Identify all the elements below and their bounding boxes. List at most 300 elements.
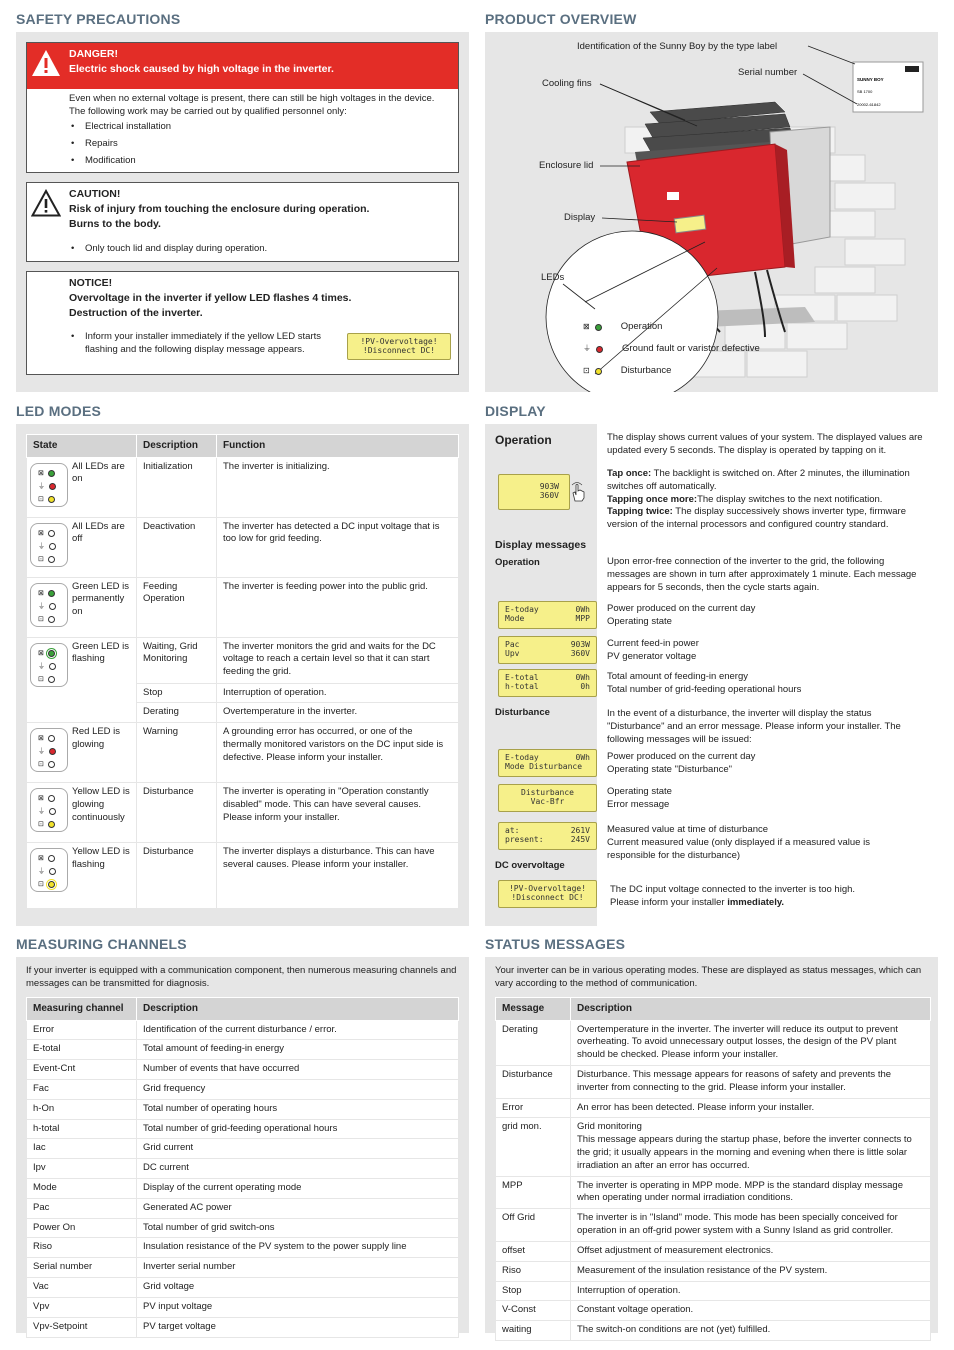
danger-list (69, 121, 449, 171)
table-row (496, 1261, 931, 1281)
product-panel (485, 32, 938, 392)
description-line: Power produced on the current day (607, 751, 756, 762)
warning-triangle-icon (31, 49, 61, 77)
caution-triangle-icon (31, 189, 61, 217)
name-cell: grid mon. (496, 1118, 571, 1176)
table-row (27, 1119, 459, 1139)
message-lcd (498, 749, 597, 777)
column-header: Function (217, 435, 459, 458)
state-label: Yellow LED is glowing continuously (72, 786, 130, 823)
led-symbol-icon: ⊠ (38, 589, 44, 597)
led-symbol-icon: ⏚ (38, 748, 45, 756)
state-label: All LEDs are on (72, 460, 125, 485)
led-icon (48, 616, 55, 623)
description-line: Operating state (607, 615, 672, 627)
lcd-line (505, 640, 590, 649)
message-lcd (498, 636, 597, 664)
state-cell (27, 577, 137, 637)
led-modes-title: LED MODES (16, 403, 102, 419)
notice-box (26, 271, 459, 375)
description-cell: Display of the current operating mode (137, 1179, 459, 1199)
operation-subheading: Operation (495, 557, 540, 568)
led-row (38, 469, 55, 478)
dc-text-line: The DC input voltage connected to the inverter is too high. (610, 884, 856, 895)
message-lcd (498, 669, 597, 697)
name-cell: offset (496, 1241, 571, 1261)
led-symbol-icon: ⊡ (38, 495, 44, 503)
table-row (27, 457, 459, 517)
description-cell: Total amount of feeding-in energy (137, 1040, 459, 1060)
table-row (27, 517, 459, 577)
description-line: Current measured value (only displayed if a measured value is responsible for the disturbance) (607, 836, 870, 861)
nameplate-model: SUNNY BOY (857, 77, 884, 82)
description-cell: PV input voltage (137, 1297, 459, 1317)
name-cell: E-total (27, 1040, 137, 1060)
description-cell: The switch-on conditions are not (yet) fulfilled. (571, 1321, 931, 1341)
name-cell: Fac (27, 1079, 137, 1099)
state-cell (27, 783, 137, 843)
description-line: Error message (607, 798, 670, 810)
lcd-value: 0Wh (575, 753, 590, 762)
lcd-line (505, 797, 590, 806)
function-cell: The inverter monitors the grid and waits for the DC voltage to reach a certain level so that it can start feeding the grid. (217, 637, 459, 683)
table-row (27, 1238, 459, 1258)
status-table (495, 997, 931, 1341)
operation-symbol-icon: ⊠ (583, 321, 590, 331)
column-header: Description (137, 435, 217, 458)
led-row (38, 482, 56, 491)
table-row (27, 1159, 459, 1179)
state-cell (27, 843, 137, 909)
measuring-intro: If your inverter is equipped with a communication component, then numerous measuring channels and messages can be transmitted for diagnosis. (26, 965, 457, 989)
description-cell: Warning (137, 723, 217, 783)
name-cell: V-Const (496, 1301, 571, 1321)
description-cell: Measurement of the insulation resistance of the PV system. (571, 1261, 931, 1281)
table-row (27, 637, 459, 683)
description-line: Operating state "Disturbance" (607, 763, 733, 775)
lcd-line: 360V (539, 491, 559, 501)
description-cell: Interruption of operation. (571, 1281, 931, 1301)
notice-heading: Overvoltage in the inverter if yellow LED flashes 4 times. (69, 292, 352, 305)
led-indicator-group (30, 643, 68, 687)
led-symbol-icon: ⏚ (38, 662, 45, 670)
description-cell: Initialization (137, 457, 217, 517)
lcd-line (505, 682, 590, 691)
name-cell: Mode (27, 1179, 137, 1199)
table-row (496, 1241, 931, 1261)
led-row (38, 807, 56, 816)
status-title: STATUS MESSAGES (485, 936, 626, 952)
led-icon (49, 663, 56, 670)
description-cell: Feeding Operation (137, 577, 217, 637)
lcd-text: at: (505, 826, 520, 835)
lcd-value: 245V (570, 835, 590, 845)
description-line: Total number of grid-feeding operational hours (607, 683, 802, 695)
tap-more-label: Tapping once more: (607, 493, 698, 505)
table-row (496, 1098, 931, 1118)
led-icon (49, 748, 56, 755)
disturbance-subheading: Disturbance (495, 707, 550, 718)
name-cell: Riso (496, 1261, 571, 1281)
list-item: • Modification (69, 155, 449, 168)
function-cell: The inverter is initializing. (217, 457, 459, 517)
display-messages-heading: Display messages (495, 539, 587, 551)
caution-box (26, 182, 459, 262)
led-legend (583, 316, 883, 382)
description-line: Current feed-in power (607, 638, 699, 649)
main-display-lcd (498, 474, 570, 510)
led-indicator-group (30, 788, 68, 832)
description-cell: Disturbance (137, 843, 217, 909)
table-row (496, 1020, 931, 1065)
list-item: • Only touch lid and display during operation. (69, 243, 449, 256)
name-cell: Error (496, 1098, 571, 1118)
label-display: Display (564, 212, 596, 223)
lcd-value: 0Wh (575, 605, 590, 614)
lcd-value: 360V (570, 649, 590, 659)
name-cell: Off Grid (496, 1209, 571, 1242)
led-symbol-icon: ⊡ (38, 675, 44, 683)
lcd-line (505, 835, 590, 844)
name-cell: Riso (27, 1238, 137, 1258)
function-cell: Interruption of operation. (217, 683, 459, 703)
table-row (496, 1321, 931, 1341)
lcd-line (505, 649, 590, 658)
table-row (27, 1317, 459, 1337)
message-description (607, 786, 907, 812)
description-cell: Inverter serial number (137, 1258, 459, 1278)
led-icon (48, 676, 55, 683)
description-cell: Offset adjustment of measurement electronics. (571, 1241, 931, 1261)
tap-once-label: Tap once: (607, 468, 652, 479)
table-row (27, 1297, 459, 1317)
disturbance-intro: In the event of a disturbance, the inverter will display the status "Disturbance" and an error message. Please inform your installer. The following messages will be issued: (607, 708, 901, 745)
led-icon (48, 496, 55, 503)
led-row (38, 760, 55, 769)
danger-headbar (27, 43, 458, 89)
led-icon (48, 855, 55, 862)
led-icon (48, 761, 55, 768)
description-cell: Generated AC power (137, 1198, 459, 1218)
lcd-value: 0Wh (575, 673, 590, 682)
led-icon (48, 795, 55, 802)
led-row (38, 747, 56, 756)
led-indicator-group (30, 728, 68, 772)
nameplate-code: SB 1700 (857, 89, 873, 94)
led-row (38, 880, 55, 889)
lcd-value: 903W (570, 640, 590, 649)
state-label: Green LED is permanently on (72, 580, 130, 618)
state-cell (27, 517, 137, 577)
danger-box (26, 42, 459, 173)
danger-label: DANGER! (69, 48, 118, 60)
function-cell: The inverter is feeding power into the public grid. (217, 577, 459, 637)
message-description (607, 671, 907, 697)
message-lcd (498, 784, 597, 812)
description-line: PV generator voltage (607, 650, 697, 662)
danger-body: Even when no external voltage is present, there can still be high voltages in the device. The following work may be carried out by qualified personnel only: (69, 93, 435, 117)
state-cell (27, 457, 137, 517)
led-modes-panel (16, 424, 469, 926)
green-led-icon (595, 324, 602, 331)
lcd-text: Mode Disturbance (505, 762, 583, 772)
description-cell: Total number of operating hours (137, 1099, 459, 1119)
led-icon (49, 808, 56, 815)
description-cell: Total number of grid switch-ons (137, 1218, 459, 1238)
column-header: Measuring channel (27, 998, 137, 1021)
description-cell: DC current (137, 1159, 459, 1179)
description-cell: Total number of grid-feeding operational hours (137, 1119, 459, 1139)
dc-text-emphasis: immediately. (727, 896, 785, 908)
name-cell: Serial number (27, 1258, 137, 1278)
lcd-line (505, 826, 590, 835)
status-panel (485, 957, 938, 1336)
function-cell: Overtemperature in the inverter. (217, 703, 459, 723)
led-icon (48, 881, 55, 888)
description-cell: Disturbance (137, 783, 217, 843)
message-description (607, 603, 907, 629)
led-icon (48, 650, 55, 657)
led-icon (49, 868, 56, 875)
table-row (27, 843, 459, 909)
description-cell: Insulation resistance of the PV system to the power supply line (137, 1238, 459, 1258)
lcd-text: Upv (505, 649, 520, 659)
description-cell: Deactivation (137, 517, 217, 577)
description-cell: Grid current (137, 1139, 459, 1159)
description-cell: Grid frequency (137, 1079, 459, 1099)
function-cell: A grounding error has occurred, or one of the thermally monitored varistors on the DC input side is defective. Please inform your installer. (217, 723, 459, 783)
led-row (38, 820, 55, 829)
message-lcd (498, 822, 597, 850)
overvoltage-lcd (347, 333, 451, 360)
led-symbol-icon: ⊠ (38, 855, 44, 863)
ground-symbol-icon: ⏚ (583, 343, 591, 353)
tap-instructions (607, 468, 929, 532)
state-cell (27, 637, 137, 723)
label-enclosure-lid: Enclosure lid (539, 160, 594, 171)
description-cell: Overtemperature in the inverter. The inverter will reduce its output to prevent overheating. To avoid unnecessary output losses, the design of the PV plant should be checked. Please inform your installer. (571, 1020, 931, 1065)
legend-ground-fault: Ground fault or varistor defective (622, 342, 760, 354)
tap-hand-icon (567, 481, 589, 503)
led-symbol-icon: ⏚ (38, 602, 45, 610)
dc-overvoltage-subheading: DC overvoltage (495, 860, 565, 871)
state-label: All LEDs are off (72, 520, 125, 545)
table-row (496, 1065, 931, 1098)
led-icon (48, 530, 55, 537)
notice-label: NOTICE! (69, 277, 113, 289)
led-row (38, 794, 55, 803)
table-row (27, 723, 459, 783)
label-cooling-fins: Cooling fins (542, 78, 592, 89)
table-row (27, 1060, 459, 1080)
description-cell: Constant voltage operation. (571, 1301, 931, 1321)
nameplate-serial: 20002-61842 (857, 102, 881, 107)
description-cell: Identification of the current disturbance / error. (137, 1020, 459, 1040)
led-icon (49, 483, 56, 490)
description-cell: The inverter is in "Island" mode. This mode has been specially conceived for operation in an off-grid power system with a Sunny Island as grid controller. (571, 1209, 931, 1242)
tap-twice-label: Tapping twice: (607, 506, 673, 518)
dc-text-line: Please inform your installer (610, 896, 728, 908)
lcd-value: MPP (575, 614, 590, 624)
name-cell: waiting (496, 1321, 571, 1341)
table-row (496, 1176, 931, 1209)
led-row (38, 854, 55, 863)
led-row (38, 542, 56, 551)
yellow-led-icon (595, 368, 602, 375)
description-cell: Waiting, Grid Monitoring (137, 637, 217, 683)
table-row (27, 1278, 459, 1298)
led-icon (48, 470, 55, 477)
description-line: Measured value at time of disturbance (607, 824, 769, 835)
danger-heading: Electric shock caused by high voltage in the inverter. (69, 63, 334, 76)
led-symbol-icon: ⊡ (38, 761, 44, 769)
name-cell: Pac (27, 1198, 137, 1218)
tap-once-text: The backlight is switched on. After 2 minutes, the illumination switches off automatically. (607, 468, 910, 492)
caution-subheading: Burns to the body. (69, 218, 161, 231)
function-cell: The inverter displays a disturbance. This can have several causes. Please inform your installer. (217, 843, 459, 909)
led-symbol-icon: ⊡ (38, 821, 44, 829)
led-symbol-icon: ⏚ (38, 542, 45, 550)
table-row (27, 783, 459, 843)
name-cell: MPP (496, 1176, 571, 1209)
name-cell: Event-Cnt (27, 1060, 137, 1080)
tap-twice-text: The display successively shows inverter type, firmware version of the internal processors and configured country standard. (607, 506, 906, 531)
led-icon (48, 556, 55, 563)
table-row (27, 1198, 459, 1218)
lcd-line: !Disconnect DC! (362, 346, 436, 356)
led-row (38, 867, 56, 876)
operation-heading: Operation (495, 433, 552, 447)
name-cell: Disturbance (496, 1065, 571, 1098)
safety-title: SAFETY PRECAUTIONS (16, 11, 181, 27)
label-serial: Serial number (738, 67, 798, 78)
table-row (27, 1139, 459, 1159)
display-title: DISPLAY (485, 403, 546, 419)
led-row (38, 675, 55, 684)
lcd-line: !PV-Overvoltage! (508, 884, 587, 893)
operation-intro: Upon error-free connection of the inverter to the grid, the following messages are shown in turn after approximately 1 minute. Each message appears for 5 seconds, then the cycle starts again. (607, 556, 917, 593)
safety-panel (16, 32, 469, 392)
table-row (496, 1118, 931, 1176)
name-cell: h-total (27, 1119, 137, 1139)
led-indicator-group (30, 523, 68, 567)
measuring-title: MEASURING CHANNELS (16, 936, 187, 952)
led-row (38, 589, 55, 598)
message-description (607, 638, 907, 664)
led-symbol-icon: ⏚ (38, 808, 45, 816)
lcd-line: 903W (539, 482, 559, 491)
table-row (496, 1301, 931, 1321)
lcd-text: Disturbance (521, 788, 574, 797)
list-item: • Repairs (69, 138, 449, 151)
description-cell: Grid voltage (137, 1278, 459, 1298)
lcd-line (505, 762, 590, 771)
led-indicator-group (30, 848, 68, 892)
lcd-text: E-today (505, 605, 539, 614)
legend-disturbance: Disturbance (620, 364, 672, 376)
state-label: Red LED is glowing (72, 726, 121, 750)
led-symbol-icon: ⊠ (38, 469, 44, 477)
label-type-plate: Identification of the Sunny Boy by the type label (577, 41, 778, 52)
led-modes-table (26, 434, 459, 909)
name-cell: Ipv (27, 1159, 137, 1179)
message-description (607, 824, 907, 862)
name-cell: Power On (27, 1218, 137, 1238)
table-row (27, 1040, 459, 1060)
name-cell: Iac (27, 1139, 137, 1159)
disturbance-symbol-icon: ⊡ (583, 365, 590, 375)
lcd-text: h-total (505, 682, 539, 692)
operation-text: The display shows current values of your system. The displayed values are updated every 5 seconds. The display is operated by tapping on it. (607, 432, 923, 456)
lcd-line (505, 673, 590, 682)
message-lcd (498, 601, 597, 629)
product-title: PRODUCT OVERVIEW (485, 11, 637, 27)
led-symbol-icon: ⊠ (38, 529, 44, 537)
legend-operation: Operation (620, 320, 663, 332)
lcd-value: 261V (570, 826, 590, 835)
led-icon (48, 590, 55, 597)
function-cell: The inverter is operating in "Operation constantly disabled" mode. This can have several causes. Please inform your installer. (217, 783, 459, 843)
led-symbol-icon: ⊠ (38, 649, 44, 657)
table-row (27, 1020, 459, 1040)
led-row (38, 555, 55, 564)
led-symbol-icon: ⊡ (38, 615, 44, 623)
column-header: Message (496, 998, 571, 1021)
name-cell: Vpv (27, 1297, 137, 1317)
lcd-line: !Disconnect DC! (511, 893, 584, 903)
name-cell: Error (27, 1020, 137, 1040)
lcd-text: Mode (505, 614, 525, 624)
tap-more-text: The display switches to the next notification. (697, 493, 883, 505)
led-row (38, 602, 56, 611)
led-row (38, 529, 55, 538)
led-row (38, 662, 56, 671)
name-cell: Derating (496, 1020, 571, 1065)
label-leds: LEDs (541, 272, 565, 283)
column-header: Description (571, 998, 931, 1021)
description-cell: Stop (137, 683, 217, 703)
red-led-icon (596, 346, 603, 353)
table-row (27, 1179, 459, 1199)
measuring-table (26, 997, 459, 1338)
table-row (496, 1209, 931, 1242)
display-panel (485, 424, 938, 926)
lcd-line (505, 753, 590, 762)
led-row (38, 734, 55, 743)
message-description (607, 751, 907, 777)
led-row (38, 615, 55, 624)
lcd-text: present: (505, 835, 544, 845)
name-cell: Vac (27, 1278, 137, 1298)
column-header: State (27, 435, 137, 458)
caution-label: CAUTION! (69, 188, 121, 200)
description-cell: Number of events that have occurred (137, 1060, 459, 1080)
description-line: Power produced on the current day (607, 603, 756, 614)
led-icon (49, 543, 56, 550)
led-indicator-group (30, 463, 68, 507)
description-cell: The inverter is operating in MPP mode. MPP is the standard display message when operating under normal irradiation conditions. (571, 1176, 931, 1209)
table-row (27, 1079, 459, 1099)
lcd-text: Vac-Bfr (530, 797, 565, 807)
function-cell: The inverter has detected a DC input voltage that is too low for grid feeding. (217, 517, 459, 577)
table-row (496, 1281, 931, 1301)
table-row (27, 1099, 459, 1119)
lcd-line: !PV-Overvoltage! (360, 337, 438, 346)
measuring-panel (16, 957, 469, 1333)
lcd-line (505, 605, 590, 614)
lcd-text: Pac (505, 640, 520, 649)
dc-overvoltage-lcd (498, 880, 597, 908)
